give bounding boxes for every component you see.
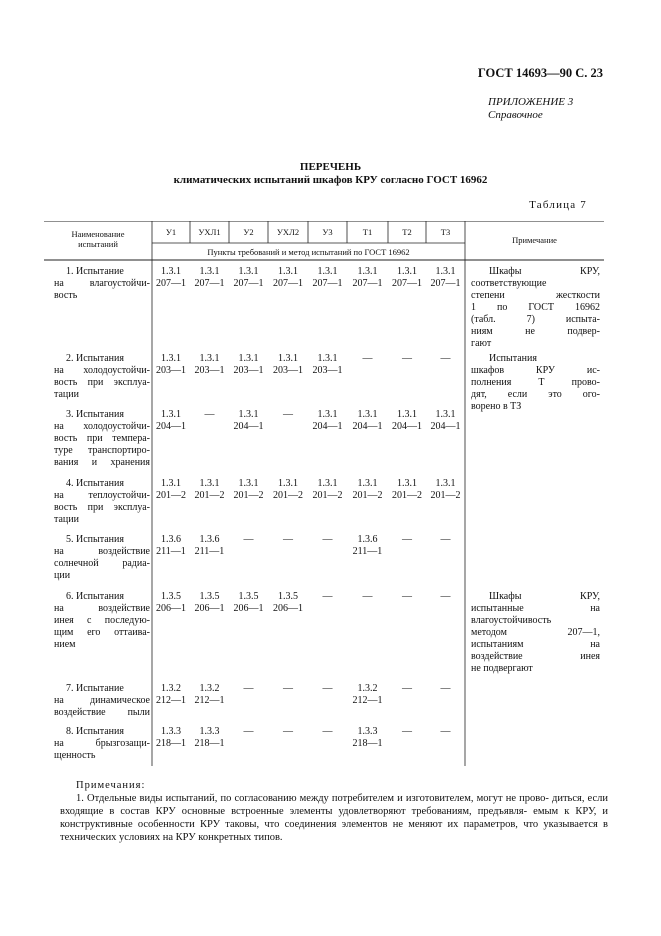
value-row-2-col-0 [152,353,190,377]
value-line: 218—1 [352,738,383,749]
value-line: 1.3.3 [199,726,220,737]
value-line: 212—1 [156,695,186,706]
value-line: 1.3.5 [278,591,298,602]
row-note-2 [471,353,600,413]
test-name-line: 3. Испытания [66,409,124,420]
value-line: 206—1 [233,603,264,614]
value-line: 1.3.1 [357,266,378,277]
test-name-line: 8. Испытания [66,726,124,737]
value-line: 201—2 [352,490,383,501]
note-line: полнения Т прово- [471,377,600,388]
test-name-line: 2. Испытания [66,353,124,364]
note-line: Шкафы КРУ, [489,591,600,602]
value-line: — [402,534,412,545]
value-row-8-col-6 [388,726,426,738]
header-note: Примечание [512,235,557,245]
value-row-7-col-5 [347,683,388,707]
appendix-title: ПРИЛОЖЕНИЕ 3 [488,96,574,108]
test-name-line: вания и хранения [54,457,150,468]
value-row-5-col-1 [190,534,229,558]
test-name-row-1 [54,266,150,302]
value-line: 1.3.3 [161,726,181,737]
header-climate-5: Т1 [362,227,373,237]
note-line: ворено в ТЗ [471,401,522,412]
notes-title: Примечания: [76,780,146,791]
value-line: 1.3.3 [357,726,378,737]
value-line: 203—1 [156,365,186,376]
value-line: 1.3.1 [357,409,378,420]
value-line: 211—1 [194,546,225,557]
value-row-2-col-3 [268,353,308,377]
value-line: — [283,534,293,545]
value-row-6-col-2 [229,591,268,615]
value-line: 201—2 [312,490,343,501]
note-line: испытаниям на [471,639,600,650]
value-line: — [322,683,333,694]
value-row-6-col-1 [190,591,229,615]
test-name-row-7 [54,683,150,719]
note-line: степени жесткости [471,290,600,301]
value-row-6-col-3 [268,591,308,615]
value-row-4-col-4 [308,478,347,502]
header-test-name [48,229,148,249]
value-row-3-col-0 [152,409,190,433]
header-climate-7: Т3 [440,227,451,237]
value-row-2-col-2 [229,353,268,377]
value-line: 1.3.2 [357,683,378,694]
test-name-line: ции [54,570,71,581]
value-line: 1.3.2 [199,683,220,694]
value-line: 211—1 [156,546,186,557]
value-line: — [402,683,412,694]
note-line: не подвергают [471,663,533,674]
header-test-name-line: испытаний [78,239,118,249]
note-line: 1 по ГОСТ 16962 [471,302,600,313]
appendix-subtitle: Справочное [488,109,543,121]
value-row-7-col-2 [229,683,268,695]
test-name-line: воздействие пыли [54,707,150,718]
value-line: 1.3.1 [199,478,220,489]
value-line: 203—1 [233,365,264,376]
value-row-4-col-3 [268,478,308,502]
value-row-1-col-4 [308,266,347,290]
value-line: 203—1 [273,365,303,376]
value-row-1-col-7 [426,266,465,290]
value-line: 201—2 [194,490,225,501]
note-line: Испытания [489,353,537,364]
test-name-line: вость при эксплуа- [54,377,150,388]
value-row-3-col-6 [388,409,426,433]
value-line: 218—1 [194,738,225,749]
value-row-2-col-5 [347,353,388,365]
value-line: — [402,353,412,364]
note-line: испытанные на [471,603,600,614]
value-line: — [362,353,373,364]
header-climate-1: УХЛ1 [198,227,221,237]
value-row-1-col-0 [152,266,190,290]
test-name-line: 5. Испытания [66,534,124,545]
value-line: 1.3.1 [161,409,181,420]
title-line2: климатических испытаний шкафов КРУ согласно ГОСТ 16962 [173,174,488,186]
value-line: 1.3.1 [397,478,417,489]
value-line: 1.3.1 [199,266,220,277]
value-line: — [362,591,373,602]
test-name-row-4 [54,478,150,526]
test-name-line: на влагоустойчи- [54,278,150,289]
test-name-line: щенность [54,750,96,761]
value-line: 206—1 [156,603,186,614]
value-row-1-col-2 [229,266,268,290]
value-row-4-col-7 [426,478,465,502]
value-line: 1.3.1 [317,478,338,489]
value-line: 207—1 [156,278,186,289]
page-header-code: ГОСТ 14693—90 С. 23 [477,66,603,80]
value-line: — [402,726,412,737]
value-row-8-col-5 [347,726,388,750]
value-row-6-col-7 [426,591,465,603]
value-row-7-col-3 [268,683,308,695]
value-row-8-col-1 [190,726,229,750]
value-line: 1.3.6 [161,534,181,545]
test-name-line: вость [54,290,78,301]
value-row-3-col-5 [347,409,388,433]
test-name-line: 4. Испытания [66,478,124,489]
value-row-6-col-5 [347,591,388,603]
value-line: 207—1 [233,278,264,289]
test-name-line: на динамическое [54,695,150,706]
value-row-8-col-4 [308,726,347,738]
value-row-7-col-1 [190,683,229,707]
value-row-5-col-2 [229,534,268,546]
value-line: — [283,683,293,694]
test-name-line: нием [54,639,76,650]
value-line: 1.3.1 [161,478,181,489]
note-line: соответствующие [471,278,547,289]
value-line: 204—1 [430,421,461,432]
header-climate-2: У2 [243,227,254,237]
test-name-line: 7. Испытание [66,683,124,694]
test-name-line: на холодоустойчи- [54,365,150,376]
value-line: 206—1 [273,603,303,614]
value-row-2-col-1 [190,353,229,377]
test-name-row-6 [54,591,150,651]
value-line: 201—2 [156,490,186,501]
value-row-7-col-6 [388,683,426,695]
value-line: 1.3.2 [161,683,181,694]
value-row-2-col-6 [388,353,426,365]
value-line: 1.3.1 [199,353,220,364]
value-line: 1.3.1 [161,266,181,277]
note-line: влагоустойчивость [471,615,552,626]
value-line: 1.3.1 [317,353,338,364]
value-line: 1.3.1 [397,266,417,277]
value-row-2-col-4 [308,353,347,377]
value-row-4-col-5 [347,478,388,502]
value-line: 204—1 [352,421,383,432]
row-note-1 [471,266,600,350]
header-test-name-line: Наименование [71,229,125,239]
value-line: 204—1 [233,421,264,432]
value-row-7-col-4 [308,683,347,695]
value-line: — [440,683,451,694]
value-row-3-col-2 [229,409,268,433]
header-climate-6: Т2 [402,227,412,237]
value-line: — [243,683,254,694]
value-line: 1.3.1 [238,478,259,489]
value-row-3-col-3 [268,409,308,421]
value-line: 1.3.1 [435,409,456,420]
header-climate-0: У1 [165,227,177,237]
value-line: — [204,409,215,420]
value-line: 203—1 [194,365,225,376]
value-line: 218—1 [156,738,186,749]
value-row-1-col-6 [388,266,426,290]
value-row-8-col-0 [152,726,190,750]
value-line: 1.3.1 [278,478,298,489]
test-name-line: туре транспортиро- [54,445,150,456]
value-line: 1.3.1 [317,409,338,420]
test-name-line: тации [54,514,79,525]
appendix-label [488,96,573,122]
value-line: 1.3.1 [278,266,298,277]
note-line: дят, если это ого- [471,389,600,400]
value-line: — [440,726,451,737]
note-line: (табл. 7) испыта- [471,314,600,325]
header-climate-3: УХЛ2 [276,227,300,237]
test-name-line: на брызгозащи- [54,738,150,749]
value-line: — [243,726,254,737]
value-row-4-col-1 [190,478,229,502]
value-line: — [322,534,333,545]
row-note-3 [471,591,600,675]
value-line: 1.3.1 [238,353,259,364]
note-line: Шкафы КРУ, [489,266,600,277]
value-line: 201—2 [430,490,461,501]
value-line: 1.3.1 [397,409,417,420]
value-line: 207—1 [194,278,225,289]
value-line: 203—1 [312,365,343,376]
note-1: 1. Отдельные виды испытаний, по согласованию между потребителем и изготовителем, могут не прово- диться, если входящие в состав КРУ основные встроенные элементы удовлетворяют требованиям, предъявля- емым к КРУ, и конструктивные особенности КРУ таковы, что соединения элементов не меняют их параметров, что указывается в технических условиях на КРУ конкретных типов. [60,793,609,843]
test-name-row-3 [54,409,150,469]
test-name-line: на воздействие [54,603,150,614]
value-line: 204—1 [392,421,422,432]
value-line: 211—1 [352,546,383,557]
value-row-3-col-7 [426,409,465,433]
test-name-line: вость при эксплуа- [54,502,150,513]
value-row-1-col-3 [268,266,308,290]
value-row-5-col-7 [426,534,465,546]
value-row-5-col-5 [347,534,388,558]
value-line: 201—2 [392,490,422,501]
test-name-row-2 [54,353,150,401]
test-name-line: вость при темпера- [54,433,150,444]
value-line: 1.3.1 [435,266,456,277]
test-name-line: инея с последую- [54,615,150,626]
value-row-1-col-1 [190,266,229,290]
header-subheader: Пункты требований и метод испытаний по ГОСТ 16962 [207,247,410,257]
value-line: 1.3.5 [161,591,181,602]
title-line1: ПЕРЕЧЕНЬ [299,161,362,173]
value-line: — [322,726,333,737]
note-line: методом 207—1, [471,627,600,638]
value-row-8-col-2 [229,726,268,738]
value-line: 1.3.1 [161,353,181,364]
note-line: гают [471,338,492,349]
value-row-1-col-5 [347,266,388,290]
test-name-line: 6. Испытания [66,591,124,602]
document-title [0,161,661,187]
value-line: — [440,591,451,602]
value-line: — [402,591,412,602]
test-name-row-8 [54,726,150,762]
notes-section [60,779,608,844]
test-name-line: на теплоустойчи- [54,490,150,501]
value-line: 1.3.6 [357,534,378,545]
value-line: 1.3.6 [199,534,220,545]
value-line: 207—1 [312,278,343,289]
table-number: Таблица 7 [529,199,587,211]
value-line: — [243,534,254,545]
value-row-4-col-2 [229,478,268,502]
value-row-6-col-6 [388,591,426,603]
value-line: — [440,534,451,545]
test-name-line: 1. Испытание [66,266,124,277]
value-line: 207—1 [430,278,461,289]
value-row-3-col-1 [190,409,229,421]
value-row-8-col-7 [426,726,465,738]
note-line: воздействие инея [471,651,600,662]
value-row-4-col-0 [152,478,190,502]
value-line: 204—1 [312,421,343,432]
value-line: 1.3.1 [317,266,338,277]
value-line: 1.3.5 [238,591,259,602]
value-line: — [440,353,451,364]
value-line: 1.3.1 [238,409,259,420]
value-line: 206—1 [194,603,225,614]
test-name-line: на холодоустойчи- [54,421,150,432]
value-row-6-col-4 [308,591,347,603]
value-line: — [322,591,333,602]
value-line: — [283,726,293,737]
value-line: 1.3.5 [199,591,220,602]
value-row-4-col-6 [388,478,426,502]
value-line: 201—2 [233,490,264,501]
test-name-line: солнечной радиа- [54,558,150,569]
test-name-line: щим его оттаива- [54,627,150,638]
value-line: 212—1 [194,695,225,706]
value-line: 204—1 [156,421,186,432]
value-row-8-col-3 [268,726,308,738]
value-row-5-col-6 [388,534,426,546]
value-row-6-col-0 [152,591,190,615]
value-row-3-col-4 [308,409,347,433]
value-line: 212—1 [352,695,383,706]
value-line: 1.3.1 [357,478,378,489]
test-name-line: тации [54,389,79,400]
value-row-2-col-7 [426,353,465,365]
note-line: шкафов КРУ ис- [471,365,600,376]
value-row-7-col-0 [152,683,190,707]
header-climate-4: У3 [322,227,333,237]
value-line: 207—1 [273,278,303,289]
test-name-line: на воздействие [54,546,150,557]
value-line: 1.3.1 [238,266,259,277]
value-line: 1.3.1 [435,478,456,489]
value-row-7-col-7 [426,683,465,695]
value-row-5-col-4 [308,534,347,546]
value-line: 207—1 [392,278,422,289]
value-line: 1.3.1 [278,353,298,364]
value-line: 201—2 [273,490,303,501]
value-line: — [283,409,293,420]
note-line: ниям не подвер- [471,326,600,337]
value-line: 207—1 [352,278,383,289]
value-row-5-col-0 [152,534,190,558]
test-name-row-5 [54,534,150,582]
value-row-5-col-3 [268,534,308,546]
